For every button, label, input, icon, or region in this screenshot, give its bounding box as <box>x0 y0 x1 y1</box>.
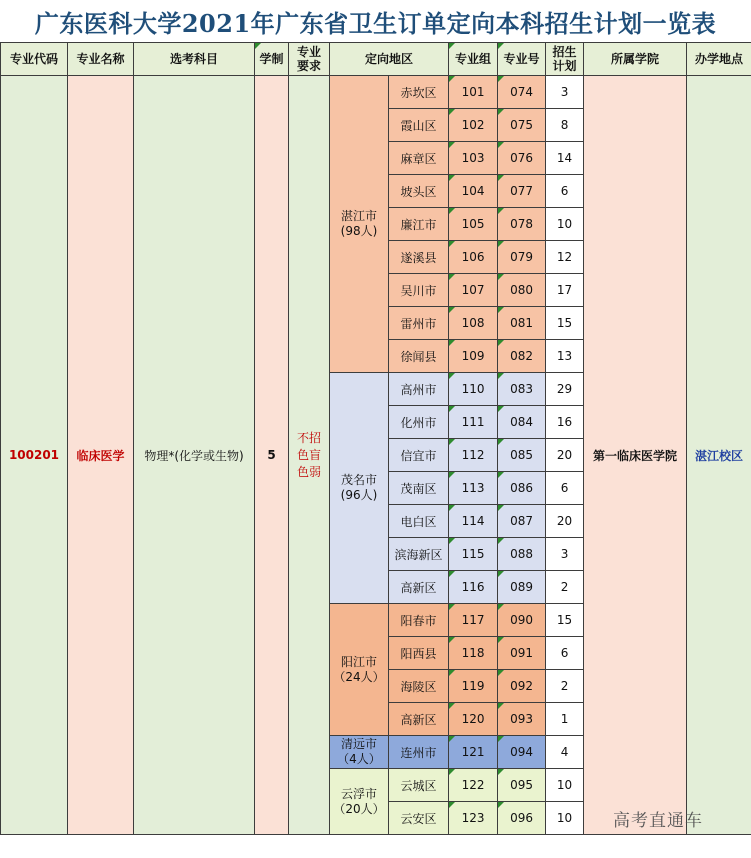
header-group: 专业组 <box>449 43 498 76</box>
city-cell <box>330 769 389 835</box>
table-row <box>1 76 751 109</box>
group-code: 120 <box>449 703 498 736</box>
city-cell <box>330 736 389 769</box>
district-name: 廉江市 <box>389 208 449 241</box>
major-code: 079 <box>498 241 546 274</box>
city-cell <box>330 604 389 736</box>
group-code: 121 <box>449 736 498 769</box>
plan-count: 10 <box>546 769 584 802</box>
plan-count: 29 <box>546 373 584 406</box>
group-code: 103 <box>449 142 498 175</box>
major-code: 096 <box>498 802 546 835</box>
major-code: 074 <box>498 76 546 109</box>
group-code: 101 <box>449 76 498 109</box>
group-code: 117 <box>449 604 498 637</box>
district-name: 高新区 <box>389 703 449 736</box>
major-code: 086 <box>498 472 546 505</box>
header-plan: 招生计划 <box>546 43 584 76</box>
header-region: 定向地区 <box>330 43 449 76</box>
city-name: 云浮市 <box>340 786 377 801</box>
group-code: 116 <box>449 571 498 604</box>
city-quota: (98人) <box>340 224 378 238</box>
major-code: 095 <box>498 769 546 802</box>
program-years: 5 <box>255 76 289 835</box>
plan-count: 6 <box>546 472 584 505</box>
group-code: 112 <box>449 439 498 472</box>
group-code: 104 <box>449 175 498 208</box>
plan-count: 3 <box>546 538 584 571</box>
group-code: 115 <box>449 538 498 571</box>
header-requirement: 专业要求 <box>289 43 330 76</box>
plan-count: 8 <box>546 109 584 142</box>
city-quota: （20人） <box>333 801 385 816</box>
plan-count: 6 <box>546 175 584 208</box>
district-name: 滨海新区 <box>389 538 449 571</box>
major-code: 075 <box>498 109 546 142</box>
plan-count: 20 <box>546 439 584 472</box>
major-code: 080 <box>498 274 546 307</box>
header-major-no: 专业号 <box>498 43 546 76</box>
enrollment-table <box>0 42 751 835</box>
plan-count: 10 <box>546 802 584 835</box>
city-name: 阳江市 <box>340 654 377 669</box>
city-name: 清远市 <box>340 737 377 751</box>
plan-count: 1 <box>546 703 584 736</box>
district-name: 高新区 <box>389 571 449 604</box>
group-code: 109 <box>449 340 498 373</box>
group-code: 110 <box>449 373 498 406</box>
major-code: 094 <box>498 736 546 769</box>
group-code: 106 <box>449 241 498 274</box>
city-name: 茂名市 <box>340 473 377 487</box>
plan-count: 3 <box>546 76 584 109</box>
header-name: 专业名称 <box>68 43 134 76</box>
header-college: 所属学院 <box>584 43 687 76</box>
city-cell <box>330 76 389 373</box>
district-name: 云城区 <box>389 769 449 802</box>
district-name: 霞山区 <box>389 109 449 142</box>
major-code: 088 <box>498 538 546 571</box>
group-code: 113 <box>449 472 498 505</box>
city-cell <box>330 373 389 604</box>
page-title: 广东医科大学2021年广东省卫生订单定向本科招生计划一览表 <box>34 8 717 38</box>
plan-count: 6 <box>546 637 584 670</box>
district-name: 阳西县 <box>389 637 449 670</box>
major-code: 084 <box>498 406 546 439</box>
program-name: 临床医学 <box>68 76 134 835</box>
city-quota: （24人） <box>333 669 385 684</box>
group-code: 107 <box>449 274 498 307</box>
district-name: 阳春市 <box>389 604 449 637</box>
header-subjects: 选考科目 <box>134 43 255 76</box>
plan-count: 4 <box>546 736 584 769</box>
district-name: 高州市 <box>389 373 449 406</box>
plan-count: 2 <box>546 571 584 604</box>
plan-count: 20 <box>546 505 584 538</box>
header-row <box>1 43 751 76</box>
district-name: 海陵区 <box>389 670 449 703</box>
major-code: 091 <box>498 637 546 670</box>
major-code: 081 <box>498 307 546 340</box>
city-name: 湛江市 <box>340 209 377 223</box>
plan-count: 17 <box>546 274 584 307</box>
program-college: 第一临床医学院 <box>584 76 687 835</box>
district-name: 麻章区 <box>389 142 449 175</box>
group-code: 118 <box>449 637 498 670</box>
major-code: 077 <box>498 175 546 208</box>
plan-count: 16 <box>546 406 584 439</box>
district-name: 电白区 <box>389 505 449 538</box>
program-requirement: 不招色盲色弱 <box>289 76 330 835</box>
program-subjects: 物理*(化学或生物) <box>134 76 255 835</box>
district-name: 雷州市 <box>389 307 449 340</box>
district-name: 连州市 <box>389 736 449 769</box>
plan-count: 15 <box>546 604 584 637</box>
district-name: 徐闻县 <box>389 340 449 373</box>
program-code: 100201 <box>1 76 68 835</box>
city-quota: (96人) <box>340 488 378 502</box>
major-code: 087 <box>498 505 546 538</box>
district-name: 坡头区 <box>389 175 449 208</box>
major-code: 076 <box>498 142 546 175</box>
major-code: 085 <box>498 439 546 472</box>
major-code: 083 <box>498 373 546 406</box>
group-code: 102 <box>449 109 498 142</box>
major-code: 092 <box>498 670 546 703</box>
header-code: 专业代码 <box>1 43 68 76</box>
header-years: 学制 <box>255 43 289 76</box>
major-code: 093 <box>498 703 546 736</box>
group-code: 105 <box>449 208 498 241</box>
plan-count: 12 <box>546 241 584 274</box>
plan-count: 2 <box>546 670 584 703</box>
program-campus: 湛江校区 <box>687 76 751 835</box>
major-code: 090 <box>498 604 546 637</box>
group-code: 119 <box>449 670 498 703</box>
major-code: 082 <box>498 340 546 373</box>
plan-count: 13 <box>546 340 584 373</box>
district-name: 茂南区 <box>389 472 449 505</box>
district-name: 云安区 <box>389 802 449 835</box>
plan-count: 10 <box>546 208 584 241</box>
plan-count: 15 <box>546 307 584 340</box>
group-code: 123 <box>449 802 498 835</box>
major-code: 089 <box>498 571 546 604</box>
city-quota: （4人） <box>337 752 381 766</box>
group-code: 108 <box>449 307 498 340</box>
header-campus: 办学地点 <box>687 43 751 76</box>
major-code: 078 <box>498 208 546 241</box>
group-code: 111 <box>449 406 498 439</box>
watermark-text: 高考直通车 <box>613 811 703 831</box>
district-name: 化州市 <box>389 406 449 439</box>
plan-count: 14 <box>546 142 584 175</box>
group-code: 122 <box>449 769 498 802</box>
district-name: 赤坎区 <box>389 76 449 109</box>
group-code: 114 <box>449 505 498 538</box>
district-name: 信宜市 <box>389 439 449 472</box>
district-name: 吴川市 <box>389 274 449 307</box>
district-name: 遂溪县 <box>389 241 449 274</box>
